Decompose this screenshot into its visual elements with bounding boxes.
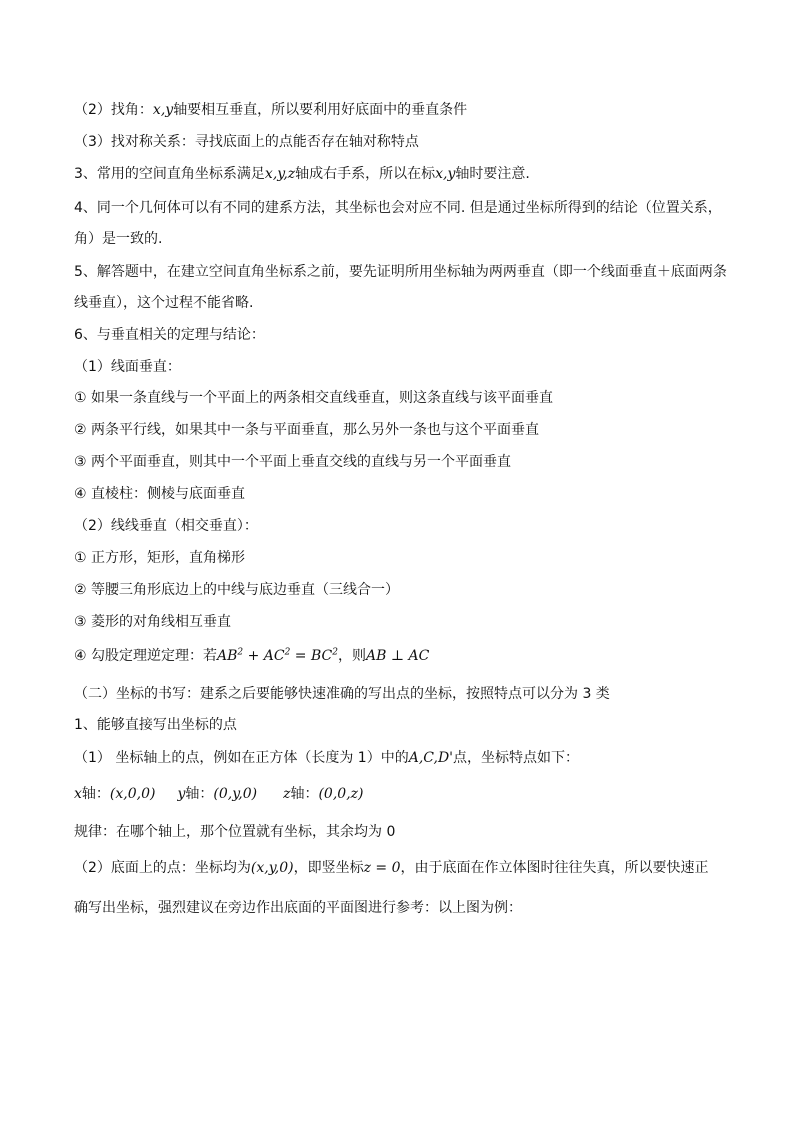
- text-line-right-hand: [74, 164, 734, 184]
- superscript: 2: [237, 647, 244, 658]
- text-segment: ，则: [338, 648, 366, 664]
- text-segment: ，即竖坐标: [293, 860, 364, 876]
- text-line-rule: 规律：在哪个轴上，那个位置就有坐标，其余均为 0: [74, 824, 396, 840]
- text-line-item6: 6、与垂直相关的定理与结论：: [74, 327, 265, 343]
- text-line-item5: 5、解答题中，在建立空间直角坐标系之前，要先证明所用坐标轴为两两垂直（即一个线面垂直＋底面两条: [74, 264, 727, 280]
- math-bc: BC: [311, 648, 333, 664]
- text-segment: ，由于底面在作立体图时往往失真，所以要快速正: [400, 860, 709, 876]
- text-segment: ④ 勾股定理逆定理：若: [74, 648, 218, 664]
- math-points: A,C,D': [408, 750, 454, 766]
- superscript: 2: [284, 647, 291, 658]
- math-z-zero: z = 0: [363, 860, 401, 876]
- text-segment: （1） 坐标轴上的点，例如在正方体（长度为 1）中的: [74, 750, 409, 766]
- text-line-item4: 4、同一个几何体可以有不同的建系方法，其坐标也会对应不同. 但是通过坐标所得到的结论（位置关系，: [74, 200, 722, 216]
- math-xy: x,y: [152, 102, 174, 118]
- text-segment: （2）底面上的点：坐标均为: [74, 860, 251, 876]
- text-line-base-points: [74, 858, 734, 878]
- text-line-axis-coords: [74, 784, 734, 804]
- math-xy: x,y: [435, 166, 456, 182]
- text-line-item5-cont: 线垂直），这个过程不能省略.: [74, 295, 254, 311]
- text-line-direct-points: 1、能够直接写出坐标的点: [74, 717, 237, 733]
- math-equals: =: [290, 648, 311, 664]
- superscript: 2: [332, 647, 338, 658]
- text-line-shape-2: ② 等腰三角形底边上的中线与底边垂直（三线合一）: [74, 582, 399, 598]
- text-segment: （2）找角：: [74, 102, 153, 118]
- text-line-theorem-4: ④ 直棱柱：侧棱与底面垂直: [74, 486, 246, 502]
- equation-pythagoras: [217, 648, 338, 664]
- text-line-theorem-1: ① 如果一条直线与一个平面上的两条相交直线垂直，则这条直线与该平面垂直: [74, 390, 553, 406]
- text-line-item4-cont: 角）是一致的.: [74, 231, 163, 247]
- text-line-pythagoras: [74, 646, 734, 666]
- text-segment: 轴要相互垂直，所以要利用好底面中的垂直条件: [173, 102, 468, 118]
- text-line-shape-3: ③ 菱形的对角线相互垂直: [74, 614, 232, 630]
- math-perp: AB ⊥ AC: [366, 648, 430, 664]
- text-line-find-angle: [74, 100, 734, 120]
- text-segment: 3、常用的空间直角坐标系满足: [74, 166, 265, 182]
- text-line-symmetry: （3）找对称关系：寻找底面上的点能否存在轴对称特点: [74, 134, 419, 150]
- math-ab: AB: [217, 648, 238, 664]
- math-z: z: [283, 786, 291, 802]
- text-line-base-points-cont: 确写出坐标，强烈建议在旁边作出底面的平面图进行参考：以上图为例：: [74, 900, 522, 916]
- text-segment: 轴：: [185, 786, 214, 802]
- text-line-shape-1: ① 正方形，矩形，直角梯形: [74, 550, 246, 566]
- text-line-plane-perp: （1）线面垂直：: [74, 359, 181, 375]
- text-line-line-perp: （2）线线垂直（相交垂直）：: [74, 518, 258, 534]
- text-line-axis-points: [74, 748, 734, 768]
- math-x-coord: (x,0,0): [109, 786, 156, 802]
- text-segment: 轴时要注意.: [455, 166, 530, 182]
- math-base-coord: (x,y,0): [250, 860, 294, 876]
- text-segment: 点，坐标特点如下：: [453, 750, 580, 766]
- math-ac: AC: [263, 648, 285, 664]
- text-line-coord-writing: （二）坐标的书写：建系之后要能够快速准确的写出点的坐标，按照特点可以分为 3 类: [74, 686, 610, 702]
- text-segment: 轴：: [81, 786, 110, 802]
- text-line-theorem-3: ③ 两个平面垂直，则其中一个平面上垂直交线的直线与另一个平面垂直: [74, 454, 511, 470]
- math-y-coord: (0,y,0): [213, 786, 258, 802]
- math-y: y: [177, 786, 186, 802]
- math-xyz: x,y,z: [264, 166, 296, 182]
- text-segment: 轴：: [290, 786, 319, 802]
- math-plus: +: [243, 648, 264, 664]
- math-x: x: [74, 786, 82, 802]
- math-z-coord: (0,0,z): [318, 786, 364, 802]
- text-line-theorem-2: ② 两条平行线，如果其中一条与平面垂直，那么另外一条也与这个平面垂直: [74, 422, 539, 438]
- text-segment: 轴成右手系，所以在标: [295, 166, 436, 182]
